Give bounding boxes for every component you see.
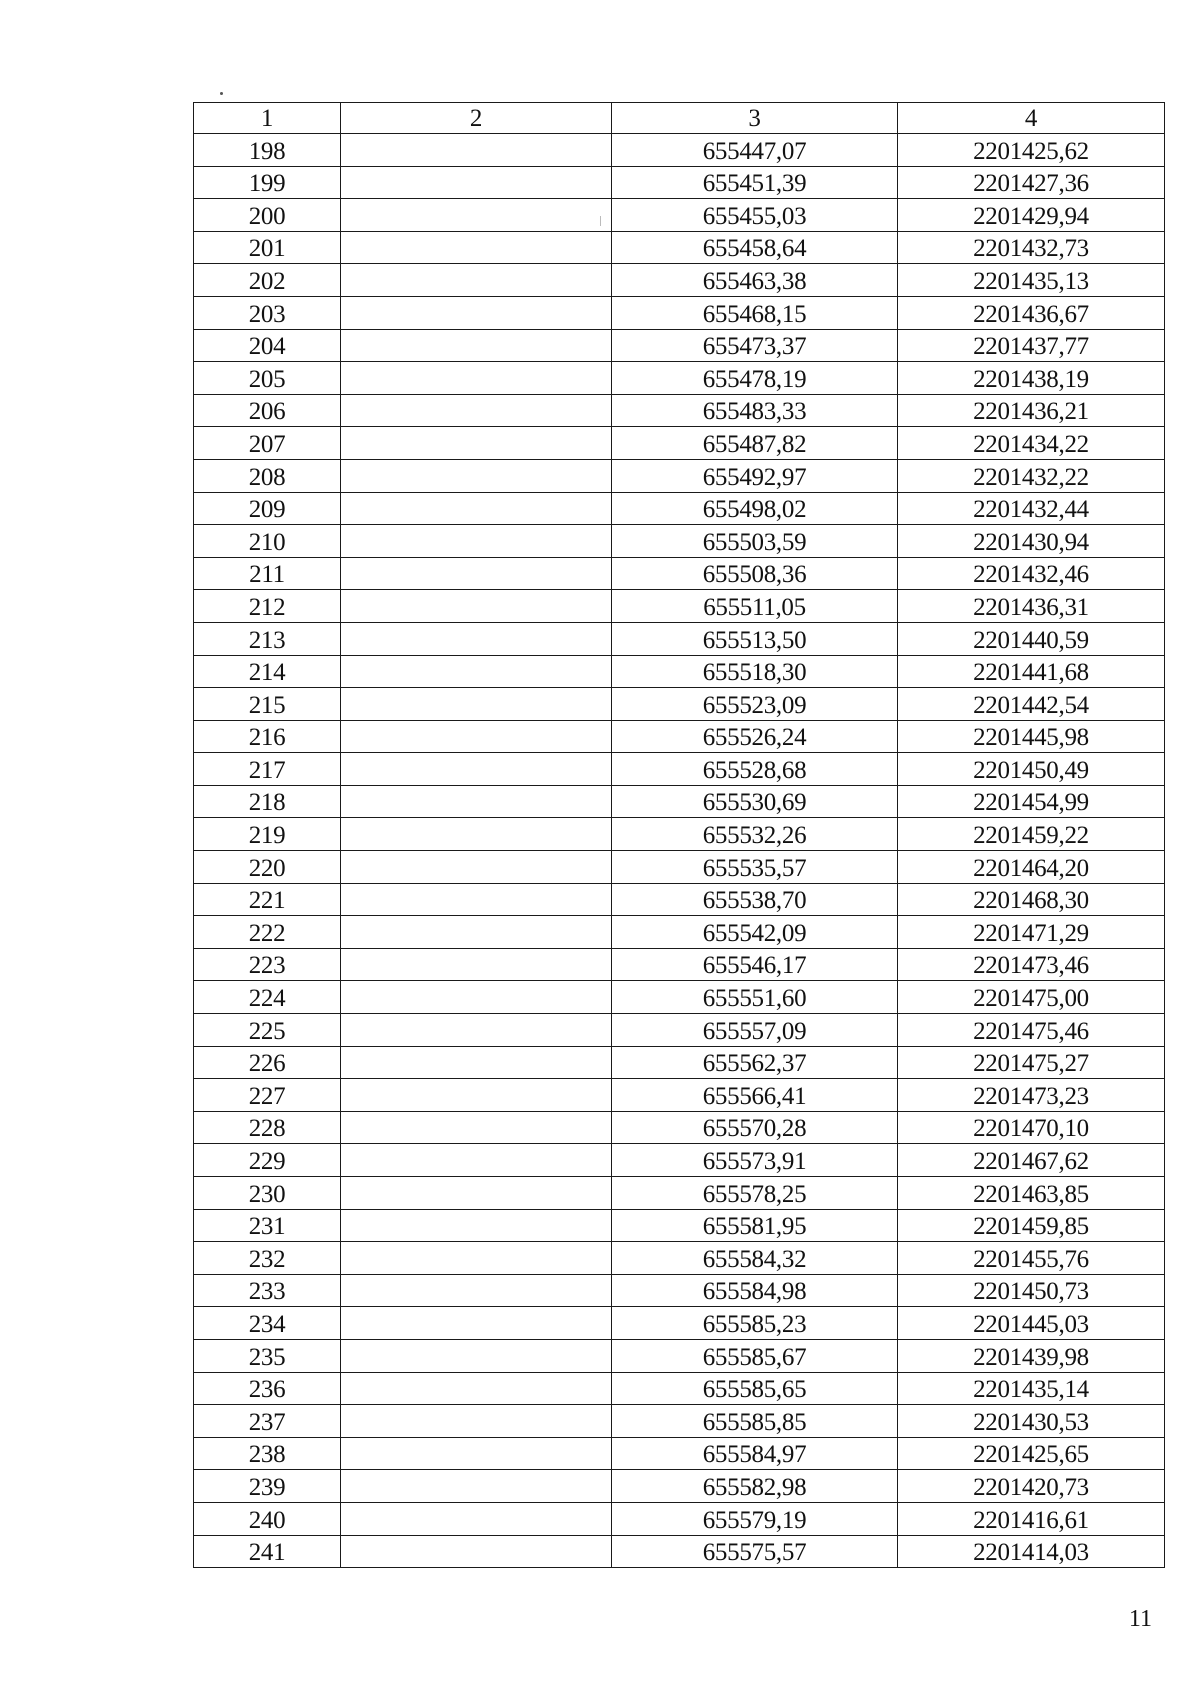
y-coordinate-cell: 2201464,20	[898, 851, 1165, 884]
table-header-row	[194, 103, 1165, 134]
point-number-cell: 200	[194, 199, 341, 232]
x-coordinate-cell: 655582,98	[612, 1470, 898, 1503]
empty-cell	[341, 362, 612, 395]
column-header: 2	[341, 103, 612, 134]
point-number-cell: 221	[194, 883, 341, 916]
table-row	[194, 362, 1165, 395]
table-row	[194, 655, 1165, 688]
table-row	[194, 1339, 1165, 1372]
x-coordinate-cell: 655585,65	[612, 1372, 898, 1405]
empty-cell	[341, 785, 612, 818]
table-row	[194, 134, 1165, 167]
y-coordinate-cell: 2201435,13	[898, 264, 1165, 297]
x-coordinate-cell: 655487,82	[612, 427, 898, 460]
y-coordinate-cell: 2201430,94	[898, 525, 1165, 558]
x-coordinate-cell: 655538,70	[612, 883, 898, 916]
empty-cell	[341, 1470, 612, 1503]
point-number-cell: 228	[194, 1111, 341, 1144]
table-row	[194, 1014, 1165, 1047]
table-row	[194, 622, 1165, 655]
y-coordinate-cell: 2201459,85	[898, 1209, 1165, 1242]
y-coordinate-cell: 2201440,59	[898, 622, 1165, 655]
y-coordinate-cell: 2201470,10	[898, 1111, 1165, 1144]
table-row	[194, 459, 1165, 492]
scan-speck	[220, 92, 223, 95]
point-number-cell: 211	[194, 557, 341, 590]
y-coordinate-cell: 2201455,76	[898, 1242, 1165, 1275]
table-row	[194, 231, 1165, 264]
y-coordinate-cell: 2201432,46	[898, 557, 1165, 590]
x-coordinate-cell: 655508,36	[612, 557, 898, 590]
x-coordinate-cell: 655483,33	[612, 394, 898, 427]
y-coordinate-cell: 2201425,65	[898, 1437, 1165, 1470]
column-header: 1	[194, 103, 341, 134]
point-number-cell: 219	[194, 818, 341, 851]
point-number-cell: 232	[194, 1242, 341, 1275]
point-number-cell: 203	[194, 296, 341, 329]
table-row	[194, 948, 1165, 981]
table-row	[194, 394, 1165, 427]
point-number-cell: 210	[194, 525, 341, 558]
empty-cell	[341, 166, 612, 199]
empty-cell	[341, 1535, 612, 1568]
point-number-cell: 241	[194, 1535, 341, 1568]
table-body	[194, 134, 1165, 1568]
x-coordinate-cell: 655584,32	[612, 1242, 898, 1275]
point-number-cell: 207	[194, 427, 341, 460]
table-row	[194, 492, 1165, 525]
y-coordinate-cell: 2201437,77	[898, 329, 1165, 362]
y-coordinate-cell: 2201475,46	[898, 1014, 1165, 1047]
point-number-cell: 215	[194, 688, 341, 721]
y-coordinate-cell: 2201434,22	[898, 427, 1165, 460]
table-row	[194, 329, 1165, 362]
table-row	[194, 1535, 1165, 1568]
table-row	[194, 1209, 1165, 1242]
y-coordinate-cell: 2201450,73	[898, 1274, 1165, 1307]
y-coordinate-cell: 2201454,99	[898, 785, 1165, 818]
y-coordinate-cell: 2201425,62	[898, 134, 1165, 167]
y-coordinate-cell: 2201436,31	[898, 590, 1165, 623]
x-coordinate-cell: 655518,30	[612, 655, 898, 688]
empty-cell	[341, 655, 612, 688]
table-row	[194, 525, 1165, 558]
empty-cell	[341, 1405, 612, 1438]
y-coordinate-cell: 2201432,22	[898, 459, 1165, 492]
point-number-cell: 237	[194, 1405, 341, 1438]
empty-cell	[341, 622, 612, 655]
point-number-cell: 201	[194, 231, 341, 264]
point-number-cell: 202	[194, 264, 341, 297]
x-coordinate-cell: 655455,03	[612, 199, 898, 232]
point-number-cell: 216	[194, 720, 341, 753]
x-coordinate-cell: 655570,28	[612, 1111, 898, 1144]
point-number-cell: 218	[194, 785, 341, 818]
y-coordinate-cell: 2201441,68	[898, 655, 1165, 688]
point-number-cell: 204	[194, 329, 341, 362]
y-coordinate-cell: 2201445,98	[898, 720, 1165, 753]
table-row	[194, 1274, 1165, 1307]
empty-cell	[341, 1339, 612, 1372]
empty-cell	[341, 1307, 612, 1340]
empty-cell	[341, 753, 612, 786]
x-coordinate-cell: 655585,67	[612, 1339, 898, 1372]
x-coordinate-cell: 655492,97	[612, 459, 898, 492]
table-row	[194, 1502, 1165, 1535]
coordinates-table	[193, 102, 1165, 1568]
y-coordinate-cell: 2201436,21	[898, 394, 1165, 427]
table-row	[194, 199, 1165, 232]
y-coordinate-cell: 2201432,44	[898, 492, 1165, 525]
x-coordinate-cell: 655503,59	[612, 525, 898, 558]
table-row	[194, 688, 1165, 721]
empty-cell	[341, 1209, 612, 1242]
x-coordinate-cell: 655535,57	[612, 851, 898, 884]
x-coordinate-cell: 655528,68	[612, 753, 898, 786]
x-coordinate-cell: 655532,26	[612, 818, 898, 851]
table-row	[194, 720, 1165, 753]
point-number-cell: 240	[194, 1502, 341, 1535]
point-number-cell: 208	[194, 459, 341, 492]
x-coordinate-cell: 655578,25	[612, 1177, 898, 1210]
empty-cell	[341, 1177, 612, 1210]
x-coordinate-cell: 655468,15	[612, 296, 898, 329]
point-number-cell: 235	[194, 1339, 341, 1372]
table-row	[194, 1405, 1165, 1438]
empty-cell	[341, 981, 612, 1014]
y-coordinate-cell: 2201463,85	[898, 1177, 1165, 1210]
table-row	[194, 264, 1165, 297]
table-row	[194, 883, 1165, 916]
y-coordinate-cell: 2201414,03	[898, 1535, 1165, 1568]
y-coordinate-cell: 2201471,29	[898, 916, 1165, 949]
y-coordinate-cell: 2201467,62	[898, 1144, 1165, 1177]
empty-cell	[341, 492, 612, 525]
table-row	[194, 1144, 1165, 1177]
x-coordinate-cell: 655513,50	[612, 622, 898, 655]
table-row	[194, 1437, 1165, 1470]
table-row	[194, 590, 1165, 623]
table-row	[194, 1177, 1165, 1210]
y-coordinate-cell: 2201473,46	[898, 948, 1165, 981]
y-coordinate-cell: 2201445,03	[898, 1307, 1165, 1340]
empty-cell	[341, 296, 612, 329]
x-coordinate-cell: 655451,39	[612, 166, 898, 199]
empty-cell	[341, 883, 612, 916]
point-number-cell: 227	[194, 1079, 341, 1112]
y-coordinate-cell: 2201439,98	[898, 1339, 1165, 1372]
table-row	[194, 851, 1165, 884]
point-number-cell: 205	[194, 362, 341, 395]
point-number-cell: 238	[194, 1437, 341, 1470]
x-coordinate-cell: 655575,57	[612, 1535, 898, 1568]
point-number-cell: 236	[194, 1372, 341, 1405]
y-coordinate-cell: 2201430,53	[898, 1405, 1165, 1438]
y-coordinate-cell: 2201429,94	[898, 199, 1165, 232]
empty-cell	[341, 1372, 612, 1405]
x-coordinate-cell: 655530,69	[612, 785, 898, 818]
empty-cell	[341, 231, 612, 264]
y-coordinate-cell: 2201475,27	[898, 1046, 1165, 1079]
x-coordinate-cell: 655584,97	[612, 1437, 898, 1470]
empty-cell	[341, 1437, 612, 1470]
x-coordinate-cell: 655584,98	[612, 1274, 898, 1307]
x-coordinate-cell: 655566,41	[612, 1079, 898, 1112]
empty-cell	[341, 1502, 612, 1535]
point-number-cell: 212	[194, 590, 341, 623]
empty-cell	[341, 1111, 612, 1144]
empty-cell	[341, 1274, 612, 1307]
table-row	[194, 1111, 1165, 1144]
x-coordinate-cell: 655523,09	[612, 688, 898, 721]
y-coordinate-cell: 2201420,73	[898, 1470, 1165, 1503]
point-number-cell: 220	[194, 851, 341, 884]
empty-cell	[341, 720, 612, 753]
y-coordinate-cell: 2201427,36	[898, 166, 1165, 199]
table-row	[194, 296, 1165, 329]
table-row	[194, 753, 1165, 786]
point-number-cell: 225	[194, 1014, 341, 1047]
point-number-cell: 222	[194, 916, 341, 949]
empty-cell	[341, 525, 612, 558]
empty-cell	[341, 199, 612, 232]
table-row	[194, 818, 1165, 851]
table-row	[194, 981, 1165, 1014]
empty-cell	[341, 394, 612, 427]
empty-cell	[341, 134, 612, 167]
y-coordinate-cell: 2201438,19	[898, 362, 1165, 395]
empty-cell	[341, 1079, 612, 1112]
x-coordinate-cell: 655463,38	[612, 264, 898, 297]
y-coordinate-cell: 2201435,14	[898, 1372, 1165, 1405]
x-coordinate-cell: 655498,02	[612, 492, 898, 525]
point-number-cell: 217	[194, 753, 341, 786]
y-coordinate-cell: 2201436,67	[898, 296, 1165, 329]
empty-cell	[341, 818, 612, 851]
point-number-cell: 209	[194, 492, 341, 525]
point-number-cell: 226	[194, 1046, 341, 1079]
x-coordinate-cell: 655579,19	[612, 1502, 898, 1535]
y-coordinate-cell: 2201450,49	[898, 753, 1165, 786]
point-number-cell: 231	[194, 1209, 341, 1242]
x-coordinate-cell: 655473,37	[612, 329, 898, 362]
table-row	[194, 1372, 1165, 1405]
y-coordinate-cell: 2201459,22	[898, 818, 1165, 851]
x-coordinate-cell: 655562,37	[612, 1046, 898, 1079]
point-number-cell: 206	[194, 394, 341, 427]
empty-cell	[341, 590, 612, 623]
x-coordinate-cell: 655478,19	[612, 362, 898, 395]
table-row	[194, 1242, 1165, 1275]
x-coordinate-cell: 655573,91	[612, 1144, 898, 1177]
table-row	[194, 557, 1165, 590]
x-coordinate-cell: 655546,17	[612, 948, 898, 981]
x-coordinate-cell: 655585,23	[612, 1307, 898, 1340]
y-coordinate-cell: 2201473,23	[898, 1079, 1165, 1112]
point-number-cell: 224	[194, 981, 341, 1014]
x-coordinate-cell: 655447,07	[612, 134, 898, 167]
empty-cell	[341, 329, 612, 362]
x-coordinate-cell: 655551,60	[612, 981, 898, 1014]
point-number-cell: 199	[194, 166, 341, 199]
table-row	[194, 166, 1165, 199]
empty-cell	[341, 557, 612, 590]
column-header: 3	[612, 103, 898, 134]
y-coordinate-cell: 2201475,00	[898, 981, 1165, 1014]
empty-cell	[341, 916, 612, 949]
table-row	[194, 1470, 1165, 1503]
point-number-cell: 229	[194, 1144, 341, 1177]
table-row	[194, 916, 1165, 949]
table-row	[194, 1307, 1165, 1340]
point-number-cell: 233	[194, 1274, 341, 1307]
point-number-cell: 239	[194, 1470, 341, 1503]
empty-cell	[341, 459, 612, 492]
point-number-cell: 213	[194, 622, 341, 655]
x-coordinate-cell: 655581,95	[612, 1209, 898, 1242]
page-number: 11	[1128, 1606, 1152, 1632]
y-coordinate-cell: 2201442,54	[898, 688, 1165, 721]
point-number-cell: 230	[194, 1177, 341, 1210]
table-row	[194, 427, 1165, 460]
point-number-cell: 214	[194, 655, 341, 688]
empty-cell	[341, 948, 612, 981]
empty-cell	[341, 851, 612, 884]
point-number-cell: 234	[194, 1307, 341, 1340]
empty-cell	[341, 264, 612, 297]
empty-cell	[341, 427, 612, 460]
x-coordinate-cell: 655557,09	[612, 1014, 898, 1047]
empty-cell	[341, 1242, 612, 1275]
point-number-cell: 198	[194, 134, 341, 167]
y-coordinate-cell: 2201432,73	[898, 231, 1165, 264]
table-row	[194, 1046, 1165, 1079]
x-coordinate-cell: 655458,64	[612, 231, 898, 264]
table-row	[194, 785, 1165, 818]
y-coordinate-cell: 2201416,61	[898, 1502, 1165, 1535]
x-coordinate-cell: 655511,05	[612, 590, 898, 623]
x-coordinate-cell: 655542,09	[612, 916, 898, 949]
y-coordinate-cell: 2201468,30	[898, 883, 1165, 916]
empty-cell	[341, 1014, 612, 1047]
empty-cell	[341, 1144, 612, 1177]
empty-cell	[341, 1046, 612, 1079]
column-header: 4	[898, 103, 1165, 134]
table-row	[194, 1079, 1165, 1112]
x-coordinate-cell: 655585,85	[612, 1405, 898, 1438]
point-number-cell: 223	[194, 948, 341, 981]
empty-cell	[341, 688, 612, 721]
x-coordinate-cell: 655526,24	[612, 720, 898, 753]
